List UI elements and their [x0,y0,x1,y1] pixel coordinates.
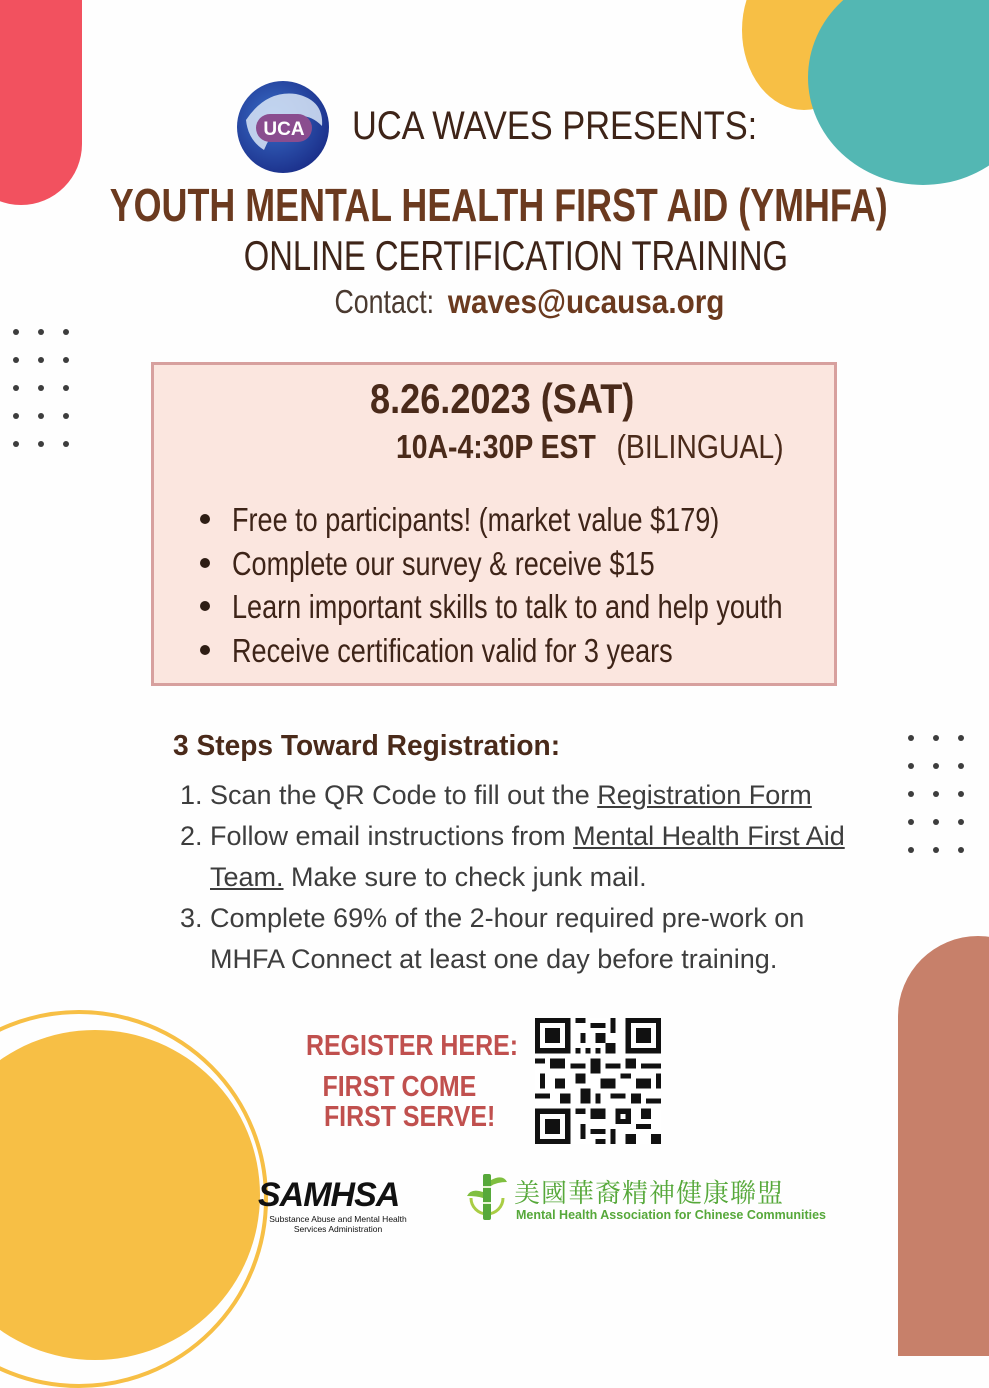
benefits-list [200,498,903,672]
steps-list [180,775,880,980]
step-item: 3. Complete 69% of the 2-hour required pre-work on MHFA Connect at least one day before training. [180,903,805,974]
mhfa-team-link[interactable]: Mental Health First Aid Team. [210,821,845,892]
list-item: Receive certification valid for 3 years [200,629,903,673]
mhacc-bamboo-icon [465,1170,509,1226]
samhsa-subtitle: Substance Abuse and Mental Health Services Administration [269,1214,407,1234]
decor-dots-left [13,329,69,447]
contact-email-link[interactable]: waves@ucausa.org [448,283,725,320]
samhsa-logo: SAMHSA [258,1176,400,1214]
mhacc-chinese-name: 美國華裔精神健康聯盟 [514,1179,785,1209]
list-item: Free to participants! (market value $179) [200,498,903,542]
page-title: YOUTH MENTAL HEALTH FIRST AID (YMHFA) [109,179,888,231]
event-time: 10A-4:30P EST [396,428,596,465]
uca-waves-logo [236,80,330,174]
contact-label: Contact: [334,283,435,320]
decor-teal-circle [808,0,989,185]
presents-heading: UCA WAVES PRESENTS: [352,104,758,148]
steps-heading: 3 Steps Toward Registration: [173,730,561,762]
list-item: Complete our survey & receive $15 [200,542,903,586]
event-time-line [396,428,784,466]
page-subtitle: ONLINE CERTIFICATION TRAINING [243,232,789,279]
mhacc-english-name: Mental Health Association for Chinese Communities [516,1208,827,1222]
event-date: 8.26.2023 (SAT) [370,375,635,422]
step-item: 1. Scan the QR Code to fill out the Registration Form [180,780,812,810]
decor-red-shape [0,0,82,205]
register-here-label: REGISTER HERE: [306,1030,519,1062]
first-come-label: FIRST COME FIRST SERVE! [322,1071,496,1133]
svg-text:UCA: UCA [263,119,305,140]
decor-dots-right [908,735,964,853]
list-item: Learn important skills to talk to and help youth [200,585,903,629]
event-language: (BILINGUAL) [616,428,784,465]
step-item: 2. Follow email instructions from Mental Health First Aid Team. Make sure to check junk mail. [180,821,845,892]
registration-qr-code[interactable] [535,1018,661,1144]
decor-brown-shape [898,936,989,1356]
contact-line [0,283,989,321]
registration-form-link[interactable]: Registration Form [597,780,812,810]
